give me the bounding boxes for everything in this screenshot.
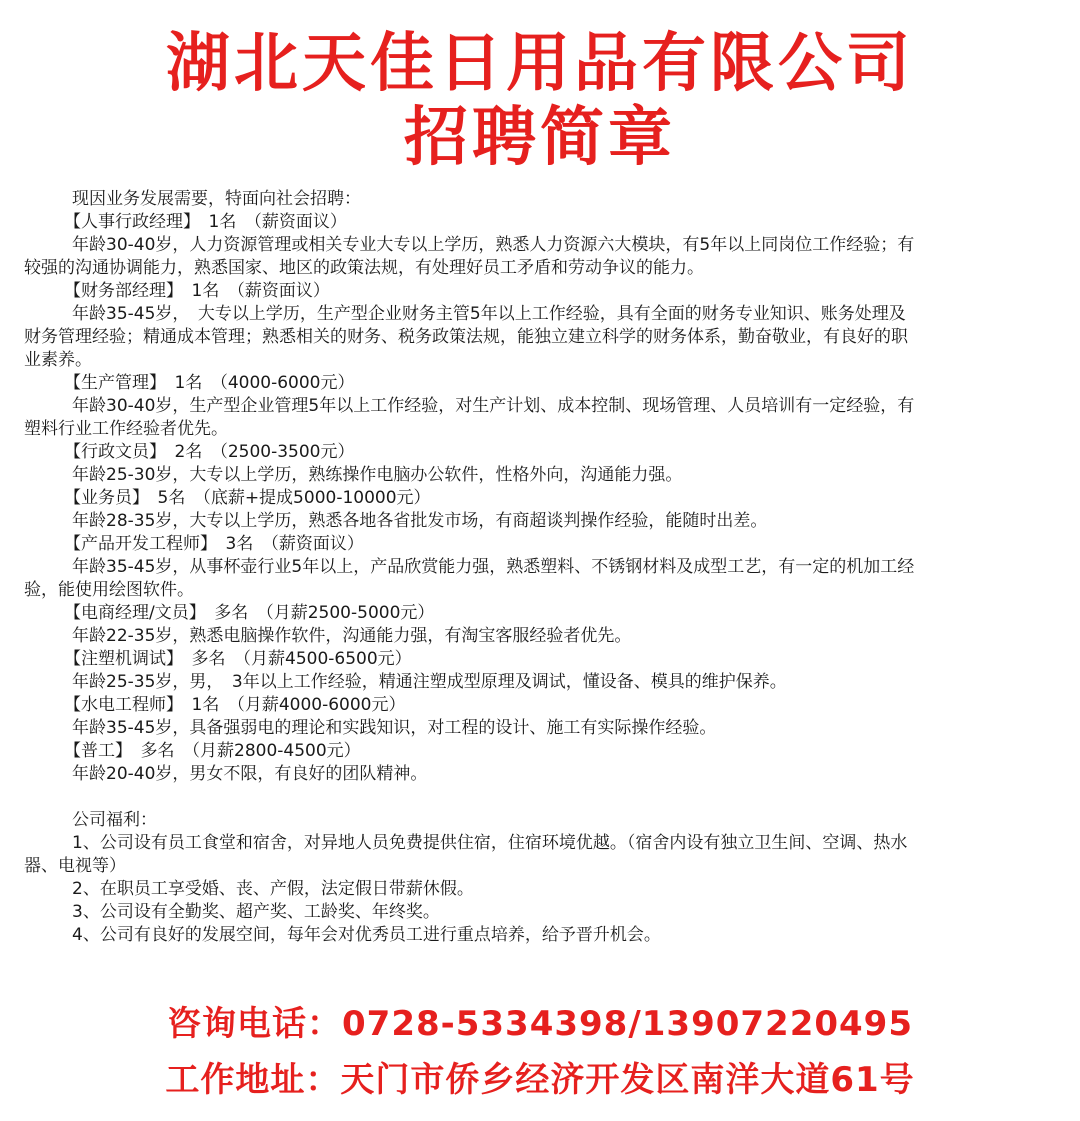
intro-text: 现因业务发展需要，特面向社会招聘： xyxy=(72,189,361,209)
job-desc-line: 年龄35-45岁，具备强弱电的理论和实践知识，对工程的设计、施工有实际操作经验。 xyxy=(72,718,717,738)
spacer xyxy=(24,786,1072,809)
benefits-section xyxy=(24,809,1072,947)
job-desc-line: 较强的沟通协调能力，熟悉国家、地区的政策法规，有处理好员工矛盾和劳动争议的能力。 xyxy=(24,258,704,278)
page-subtitle: 招聘简章 xyxy=(404,101,676,175)
job-item-injection-debug xyxy=(24,648,1072,694)
company-title: 湖北天佳日用品有限公司 xyxy=(166,27,914,101)
job-title: 【水电工程师】 1名 （月薪4000-6000元） xyxy=(64,695,406,715)
job-title: 【注塑机调试】 多名 （月薪4500-6500元） xyxy=(64,649,412,669)
job-title: 【生产管理】 1名 （4000-6000元） xyxy=(64,373,355,393)
benefit-item: 1、公司设有员工食堂和宿舍，对异地人员免费提供住宿，住宿环境优越。（宿舍内设有独立卫生间、空调、热水 xyxy=(72,833,908,853)
job-desc-line: 年龄25-30岁，大专以上学历，熟练操作电脑办公软件，性格外向，沟通能力强。 xyxy=(72,465,683,485)
benefit-item: 4、公司有良好的发展空间，每年会对优秀员工进行重点培养，给予晋升机会。 xyxy=(72,925,661,945)
contact-address: 工作地址：天门市侨乡经济开发区南洋大道61号 xyxy=(165,1060,915,1100)
job-title: 【人事行政经理】 1名 （薪资面议） xyxy=(64,212,347,232)
benefit-item: 2、在职员工享受婚、丧、产假，法定假日带薪休假。 xyxy=(72,879,474,899)
benefit-item: 3、公司设有全勤奖、超产奖、工龄奖、年终奖。 xyxy=(72,902,440,922)
job-desc-line: 验，能使用绘图软件。 xyxy=(24,580,194,600)
job-item-utility-engineer xyxy=(24,694,1072,740)
job-item-product-engineer xyxy=(24,533,1072,602)
job-desc-line: 年龄28-35岁，大专以上学历，熟悉各地各省批发市场，有商超谈判操作经验，能随时出差。 xyxy=(72,511,768,531)
job-item-hr-manager xyxy=(24,211,1072,280)
job-desc-line: 年龄20-40岁，男女不限，有良好的团队精神。 xyxy=(72,764,428,784)
job-desc-line: 年龄22-35岁，熟悉电脑操作软件，沟通能力强，有淘宝客服经验者优先。 xyxy=(72,626,632,646)
benefits-heading: 公司福利： xyxy=(72,810,157,830)
job-item-general-worker xyxy=(24,740,1072,786)
benefit-item: 器、电视等） xyxy=(24,856,126,876)
job-title: 【产品开发工程师】 3名 （薪资面议） xyxy=(64,534,364,554)
job-desc-line: 年龄30-40岁，生产型企业管理5年以上工作经验，对生产计划、成本控制、现场管理、人员培训有一定经验，有 xyxy=(72,396,915,416)
job-title: 【行政文员】 2名 （2500-3500元） xyxy=(64,442,355,462)
job-desc-line: 财务管理经验；精通成本管理；熟悉相关的财务、税务政策法规，能独立建立科学的财务体系，勤奋敬业，有良好的职 xyxy=(24,327,908,347)
job-item-salesperson xyxy=(24,487,1072,533)
job-item-finance-manager xyxy=(24,280,1072,372)
job-title: 【普工】 多名 （月薪2800-4500元） xyxy=(64,741,361,761)
job-desc-line: 塑料行业工作经验者优先。 xyxy=(24,419,228,439)
job-item-ecommerce xyxy=(24,602,1072,648)
job-desc-line: 业素养。 xyxy=(24,350,92,370)
job-listing xyxy=(24,188,1072,947)
contact-phone: 咨询电话：0728-5334398/13907220495 xyxy=(167,1004,913,1044)
job-item-admin-clerk xyxy=(24,441,1072,487)
job-item-production-manager xyxy=(24,372,1072,441)
job-desc-line: 年龄35-45岁，从事杯壶行业5年以上，产品欣赏能力强，熟悉塑料、不锈钢材料及成型工艺，有一定的机加工经 xyxy=(72,557,915,577)
job-desc-line: 年龄25-35岁，男， 3年以上工作经验，精通注塑成型原理及调试，懂设备、模具的维护保养。 xyxy=(72,672,787,692)
job-title: 【业务员】 5名 （底薪+提成5000-10000元） xyxy=(64,488,431,508)
job-desc-line: 年龄30-40岁，人力资源管理或相关专业大专以上学历，熟悉人力资源六大模块，有5年以上同岗位工作经验；有 xyxy=(72,235,915,255)
job-title: 【财务部经理】 1名 （薪资面议） xyxy=(64,281,330,301)
job-title: 【电商经理/文员】 多名 （月薪2500-5000元） xyxy=(64,603,435,623)
job-desc-line: 年龄35-45岁， 大专以上学历，生产型企业财务主管5年以上工作经验，具有全面的财务专业知识、账务处理及 xyxy=(72,304,906,324)
